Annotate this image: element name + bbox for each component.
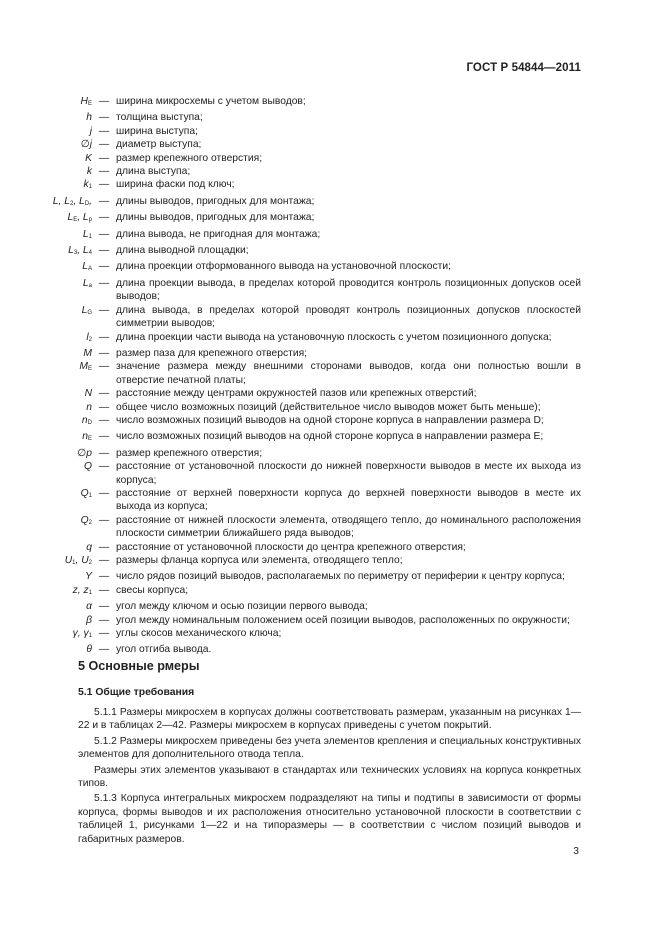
- definition-symbol: ∅p: [77, 447, 92, 459]
- definition-symbol: $l_2$: [86, 331, 92, 343]
- definition-text: общее число возможных позиций (действительное число выводов может быть меньше);: [116, 401, 541, 413]
- symbol-definitions-list: [0, 95, 661, 657]
- definition-text: размер паза для крепежного отверстия;: [116, 347, 308, 359]
- definition-dash: —: [98, 96, 110, 107]
- page-number: 3: [573, 846, 579, 857]
- definition-dash: —: [98, 447, 110, 459]
- definition-row: [0, 95, 661, 111]
- definition-symbol: α: [86, 601, 92, 613]
- definition-row: [0, 387, 661, 400]
- definition-dash: —: [98, 388, 110, 400]
- definition-symbol: $k_1$: [83, 179, 92, 191]
- definition-text: расстояние от установочной плоскости до нижней поверхности выводов в месте их выхода из корпуса;: [116, 461, 581, 486]
- definition-row: [0, 138, 661, 151]
- definition-text: длина проекции части вывода на установочную плоскость с учетом позиционного допуска;: [116, 331, 552, 343]
- body-paragraph: 5.1.3 Корпуса интегральных микросхем подразделяют на типы и подтипы в зависимости от формы корпуса, формы выводов и их расположения относительно установочной плоскости в соответствии с таблицей 1, рисунками 1—22 и на типоразмеры — в соответствии с числом позиций выводов и габаритных размеров.: [78, 793, 581, 845]
- definition-dash: —: [98, 304, 110, 316]
- definition-row: [0, 627, 661, 643]
- definition-text: число возможных позиций выводов на одной стороне корпуса в направлении размера D;: [116, 414, 544, 426]
- definition-symbol: z, $z_1$: [72, 584, 92, 596]
- definition-symbol: $M_E$: [79, 361, 92, 373]
- definition-text: размер крепежного отверстия;: [116, 152, 263, 164]
- definition-symbol: N: [84, 388, 92, 400]
- definition-symbol: q: [86, 541, 92, 553]
- body-paragraph: 5.1.2 Размеры микросхем приведены без учета элементов крепления и специальных конструктивных элементов для дополнительного отвода тепла.: [78, 735, 582, 761]
- definition-dash: —: [98, 361, 110, 373]
- definition-dash: —: [98, 414, 110, 426]
- definition-row: [0, 178, 661, 194]
- body-paragraph: 5.1.1 Размеры микросхем в корпусах должны соответствовать размерам, указанным на рисунках 1—22 и в таблицах 2—42. Размеры микросхем в корпусах приведены с учетом покрытий.: [78, 707, 581, 732]
- definition-row: [0, 614, 661, 627]
- definition-symbol: M: [83, 347, 92, 359]
- definition-dash: —: [98, 277, 110, 289]
- definition-text: свесы корпуса;: [116, 584, 189, 596]
- definition-row: [0, 360, 661, 387]
- definition-dash: —: [98, 431, 110, 443]
- definition-text: длина выводной площадки;: [116, 245, 249, 257]
- definition-symbol: $n_E$: [82, 431, 92, 443]
- definition-symbol: $L_3$, $L_4$: [68, 245, 92, 257]
- definition-text: расстояние между центрами окружностей пазов или крепежных отверстий;: [116, 388, 477, 400]
- definition-row: [0, 514, 661, 541]
- definition-text: размеры фланца корпуса или элемента, отводящего тепло;: [116, 555, 403, 566]
- definition-row: [0, 211, 661, 227]
- definition-row: [0, 584, 661, 600]
- definition-dash: —: [98, 487, 110, 499]
- definition-text: число возможных позиций выводов на одной стороне корпуса в направлении размера E;: [116, 431, 544, 443]
- definition-text: ширина выступа;: [116, 125, 198, 137]
- definition-symbol: $Q_2$: [80, 514, 92, 526]
- definition-dash: —: [98, 212, 110, 224]
- definition-symbol: $Q_1$: [80, 487, 92, 499]
- definition-row: [0, 244, 661, 260]
- definition-symbol: $U_1$, $U_2$: [64, 555, 92, 566]
- definition-symbol: $n_D$: [81, 414, 92, 426]
- definition-dash: —: [98, 555, 110, 566]
- definition-dash: —: [98, 541, 110, 553]
- definition-symbol: $L_A$: [82, 261, 92, 273]
- definition-text: длина вывода, в пределах которой проводят контроль позиционных допусков плоскостей симметрии выводов;: [116, 304, 581, 330]
- definition-dash: —: [98, 112, 110, 124]
- definition-symbol: Y: [85, 571, 92, 583]
- definition-dash: —: [98, 514, 110, 526]
- definition-row: [0, 347, 661, 360]
- definition-dash: —: [98, 644, 110, 656]
- definition-dash: —: [98, 195, 110, 207]
- definition-text: расстояние от нижней плоскости элемента, отводящего тепло, до номинального расположения плоскости симметрии ближайшего ряда выводов;: [116, 514, 581, 540]
- definition-dash: —: [98, 601, 110, 613]
- definition-dash: —: [98, 571, 110, 583]
- definition-text: число рядов позиций выводов, располагаемых по периметру от периферии к центру корпуса;: [116, 571, 565, 583]
- definition-row: [0, 111, 661, 124]
- definition-symbol: h: [86, 112, 92, 124]
- definition-row: [0, 447, 661, 460]
- definition-text: длина проекции отформованного вывода на установочной плоскости;: [116, 261, 451, 273]
- definition-text: ширина фаски под ключ;: [116, 179, 235, 191]
- definition-row: [0, 228, 661, 244]
- definition-text: значение размера между внешними сторонами выводов, когда они полностью вошли в отверстие печатной платы;: [116, 361, 581, 386]
- definition-row: [0, 195, 661, 211]
- definition-row: [0, 152, 661, 165]
- definition-row: [0, 570, 661, 583]
- definition-symbol: $L_E$, $L_p$: [67, 212, 92, 224]
- definition-symbol: $H_E$: [80, 96, 92, 107]
- definition-dash: —: [98, 152, 110, 164]
- definition-text: угол отгиба вывода.: [116, 644, 212, 656]
- definition-text: угол между ключом и осью позиции первого вывода;: [116, 601, 368, 613]
- definition-dash: —: [98, 628, 110, 640]
- definition-row: [0, 304, 661, 331]
- definition-row: [0, 414, 661, 430]
- definition-dash: —: [98, 331, 110, 343]
- definition-symbol: β: [86, 614, 92, 626]
- definition-row: [0, 401, 661, 414]
- definition-row: [0, 487, 661, 514]
- definition-dash: —: [98, 261, 110, 273]
- definition-text: размер крепежного отверстия;: [116, 447, 263, 459]
- definition-text: длины выводов, пригодных для монтажа;: [116, 212, 315, 224]
- definition-row: [0, 643, 661, 656]
- definition-text: толщина выступа;: [116, 112, 203, 124]
- definition-dash: —: [98, 401, 110, 413]
- definition-text: угол между номинальным положением осей позиции выводов, расположенных по окружности;: [116, 614, 570, 626]
- subsection-title: 5.1 Общие требования: [78, 687, 195, 698]
- definition-text: длина проекции вывода, в пределах которой проводится контроль позиционных допусков осей выводов;: [116, 277, 581, 303]
- definition-symbol: K: [85, 152, 92, 164]
- definition-symbol: ∅j: [80, 139, 92, 151]
- definition-text: длины выводов, пригодных для монтажа;: [116, 195, 315, 207]
- definition-row: [0, 277, 661, 304]
- definition-text: расстояние от установочной плоскости до центра крепежного отверстия;: [116, 541, 466, 553]
- definition-row: [0, 541, 661, 554]
- definition-text: углы скосов механического ключа;: [116, 628, 282, 640]
- definition-symbol: k: [86, 166, 92, 178]
- definition-row: [0, 165, 661, 178]
- definition-dash: —: [98, 245, 110, 257]
- definition-row: [0, 460, 661, 487]
- definition-symbol: n: [86, 401, 92, 413]
- definition-row: [0, 331, 661, 347]
- section-title: 5 Основные рмеры: [78, 659, 200, 673]
- definition-dash: —: [98, 584, 110, 596]
- definition-symbol: $L_a$: [82, 277, 92, 289]
- definition-row: [0, 125, 661, 138]
- definition-dash: —: [98, 228, 110, 240]
- definition-dash: —: [98, 614, 110, 626]
- document-code: ГОСТ Р 54844—2011: [466, 62, 581, 74]
- definition-symbol: L, $L_2$, $L_D$,: [52, 195, 92, 207]
- definition-symbol: $L_1$: [82, 228, 92, 240]
- definition-row: [0, 600, 661, 613]
- definition-dash: —: [98, 166, 110, 178]
- definition-symbol: θ: [86, 644, 92, 656]
- section-body: [78, 706, 581, 848]
- definition-text: расстояние от верхней поверхности корпуса до верхней поверхности выводов в месте их выхода из корпуса;: [116, 487, 581, 513]
- definition-symbol: j: [89, 125, 92, 137]
- definition-dash: —: [98, 139, 110, 151]
- definition-text: ширина микросхемы с учетом выводов;: [116, 96, 306, 107]
- definition-dash: —: [98, 347, 110, 359]
- definition-row: [0, 430, 661, 446]
- body-paragraph: Размеры этих элементов указывают в стандартах или технических условиях на корпуса конкретных типов.: [78, 764, 581, 790]
- definition-symbol: $L_G$: [81, 304, 92, 316]
- definition-text: длина выступа;: [116, 166, 191, 178]
- definition-text: диаметр выступа;: [116, 139, 202, 151]
- definition-dash: —: [98, 461, 110, 473]
- definition-symbol: γ, $\gamma_1$: [72, 628, 92, 640]
- definition-row: [0, 260, 661, 276]
- definition-row: [0, 554, 661, 570]
- definition-dash: —: [98, 125, 110, 137]
- definition-text: длина вывода, не пригодная для монтажа;: [116, 228, 321, 240]
- definition-symbol: Q: [83, 461, 92, 473]
- definition-dash: —: [98, 179, 110, 191]
